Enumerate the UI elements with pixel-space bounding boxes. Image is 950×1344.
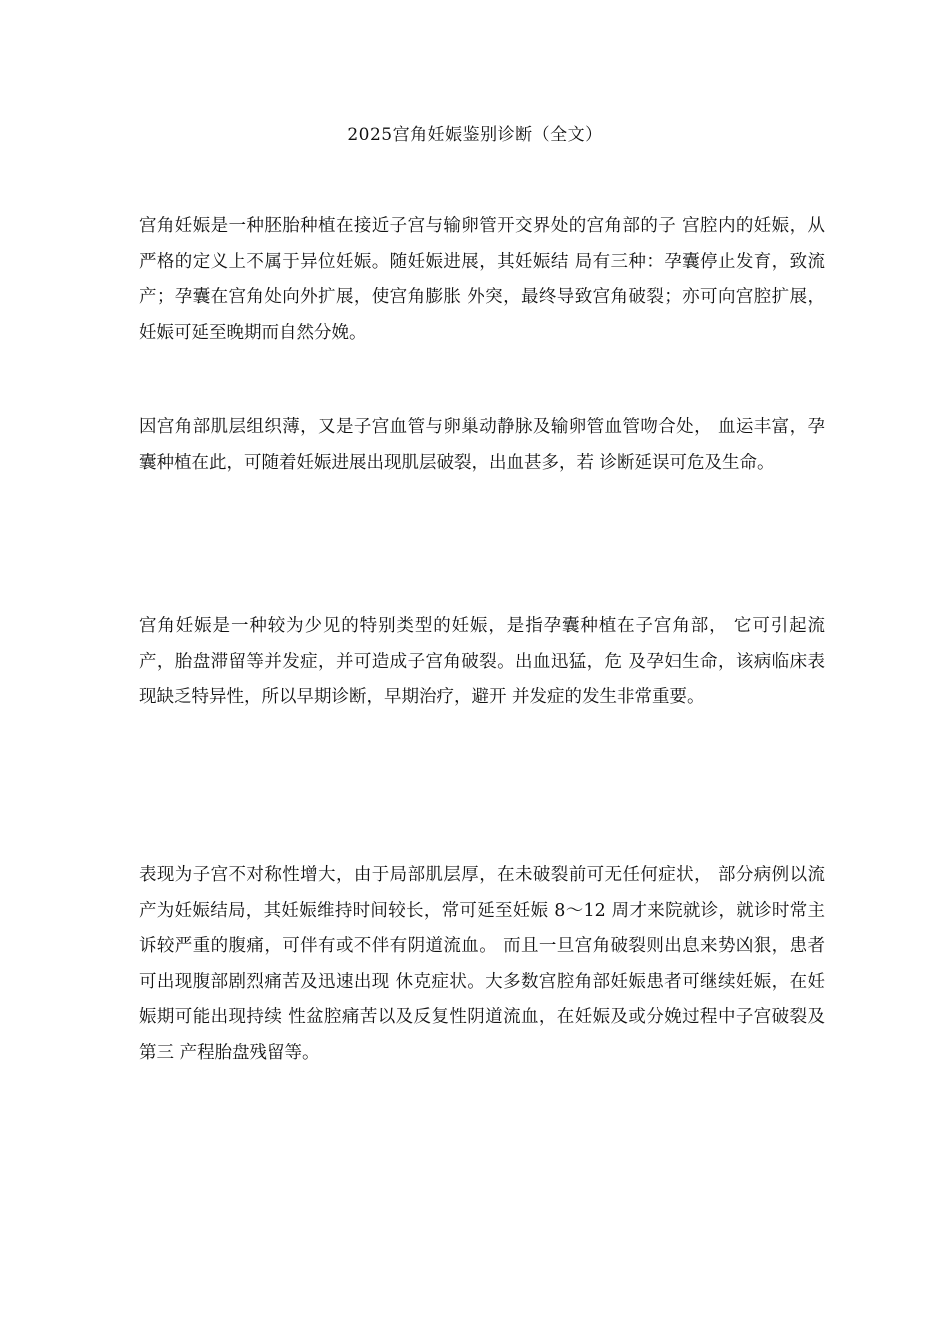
paragraph-symptoms: 表现为子宫不对称性增大，由于局部肌层厚，在未破裂前可无任何症状， 部分病例以流产为妊娠结局，其妊娠维持时间较长，常可延至妊娠 8〜12 周才来院就诊，就诊时常主诉较严重的腹痛，可伴有或不伴有阴道流血。 而且一旦宫角破裂则出息来势凶狠，患者可出现腹部剧烈痛苦及迅速出现 休克症状。大多数宫腔角部妊娠患者可继续妊娠，在妊娠期可能出现持续 性盆腔痛苦以及反复性阴道流血，在妊娠及或分娩过程中子宫破裂及第三 产程胎盘残留等。 — [139, 865, 825, 1063]
paragraph-importance: 宫角妊娠是一种较为少见的特别类型的妊娠，是指孕囊种植在子宫角部， 它可引起流产，胎盘滞留等并发症，并可造成子宫角破裂。出血迅猛，危 及孕妇生命，该病临床表现缺乏特异性，所以早期诊断，早期治疗，避开 并发症的发生非常重要。 — [139, 616, 825, 707]
paragraph-definition: 宫角妊娠是一种胚胎种植在接近子宫与输卵管开交界处的宫角部的子 宫腔内的妊娠，从严格的定义上不属于异位妊娠。随妊娠进展，其妊娠结 局有三种：孕囊停止发育，致流产；孕囊在宫角处向外扩展，使宫角膨胀 外突，最终导致宫角破裂；亦可向宫腔扩展，妊娠可延至晚期而自然分娩。 — [139, 216, 825, 343]
document-title: 2025宫角妊娠鉴别诊断（全文） — [347, 125, 603, 145]
paragraph-risk: 因宫角部肌层组织薄，又是子宫血管与卵巢动静脉及输卵管血管吻合处， 血运丰富，孕囊种植在此，可随着妊娠进展出现肌层破裂，出血甚多，若 诊断延误可危及生命。 — [139, 417, 825, 473]
